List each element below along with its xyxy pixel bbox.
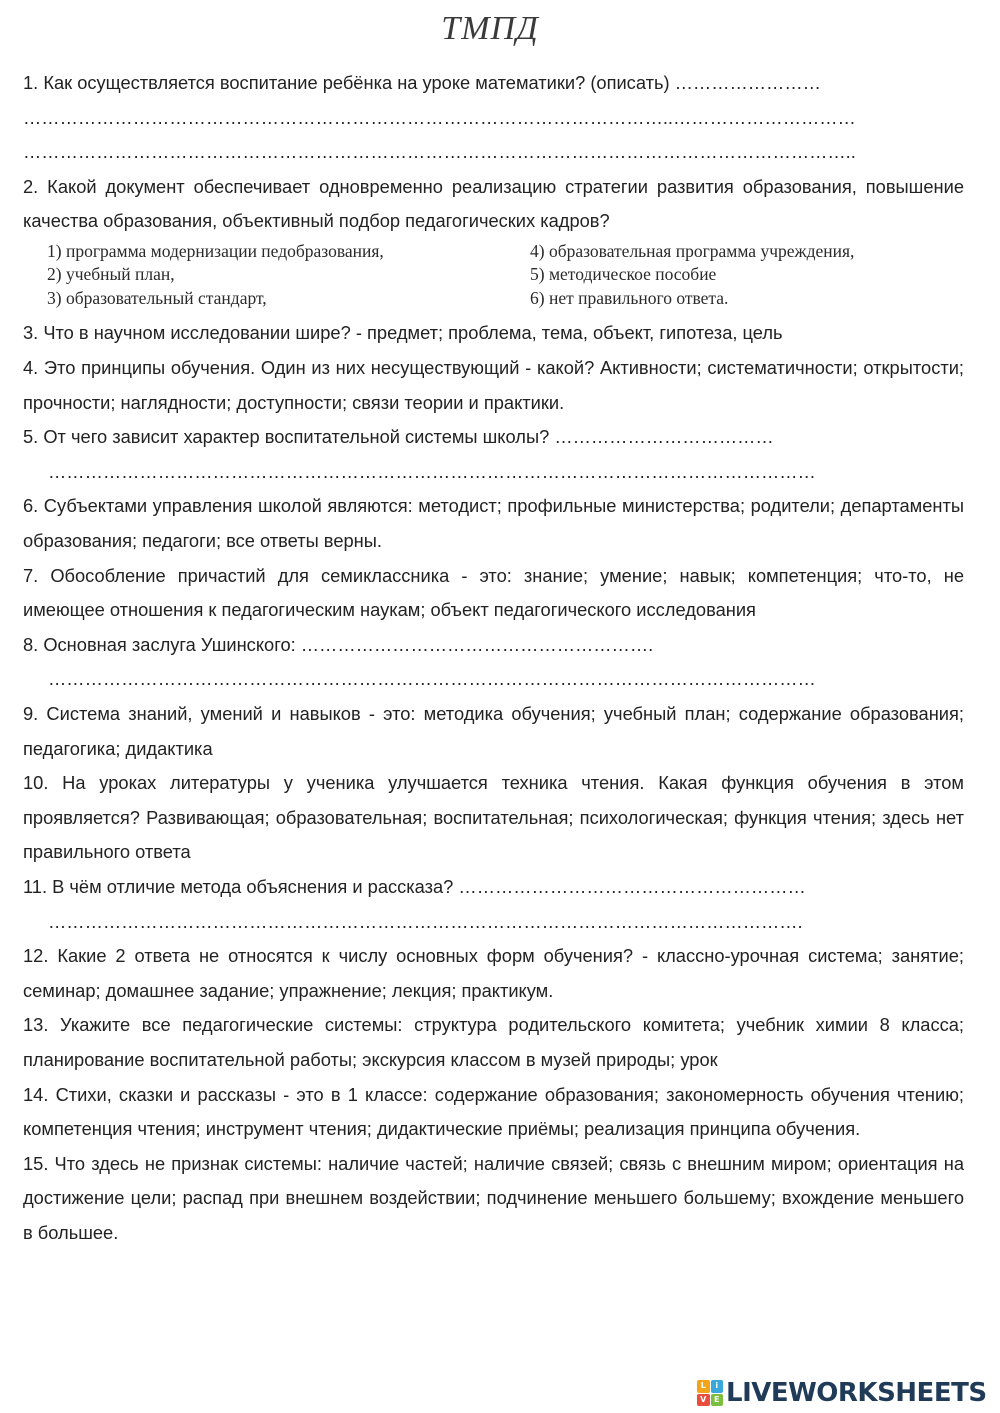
question-15: 15. Что здесь не признак системы: наличие частей; наличие связей; связь с внешним миром; ориентация на достижение цели; распад при внешнем воздействии; подчинение меньшего большему; вхождение меньшего в большее. bbox=[23, 1152, 964, 1243]
question-list bbox=[23, 66, 964, 1251]
question-2: 2. Какой документ обеспечивает одновременно реализацию стратегии развития образования, повышение качества образования, объективный подбор педагогических кадров? bbox=[23, 175, 964, 232]
question-2-options bbox=[23, 240, 964, 311]
question-8: 8. Основная заслуга Ушинского: …………………………………………………. bbox=[23, 633, 654, 655]
options-left-column bbox=[23, 240, 530, 311]
question-3: 3. Что в научном исследовании шире? - предмет; проблема, тема, объект, гипотеза, цель bbox=[23, 322, 783, 344]
question-5: 5. От чего зависит характер воспитательной системы школы? ……………………………… bbox=[23, 426, 774, 448]
question-4: 4. Это принципы обучения. Один из них несуществующий - какой? Активности; систематичности; открытости; прочности; наглядности; доступности; связи теории и практики. bbox=[23, 357, 964, 413]
liveworksheets-logo bbox=[697, 1377, 987, 1409]
logo-block: i bbox=[711, 1380, 724, 1393]
question-9: 9. Система знаний, умений и навыков - это: методика обучения; учебный план; содержание образования; педагогика; дидактика bbox=[23, 703, 964, 759]
option-item: 1) программа модернизации педобразования, bbox=[47, 240, 384, 261]
question-7: 7. Обособление причастий для семиклассника - это: знание; умение; навык; компетенция; что-то, не имеющее отношения к педагогическим наукам; объект педагогического исследования bbox=[23, 564, 964, 621]
option-item: 5) методическое пособие bbox=[530, 264, 717, 285]
logo-blocks-icon bbox=[697, 1380, 723, 1406]
question-13: 13. Укажите все педагогические системы: структура родительского комитета; учебник химии 8 класса; планирование воспитательной работы; экскурсия классом в музей природы; урок bbox=[23, 1014, 964, 1070]
option-item: 6) нет правильного ответа. bbox=[530, 287, 729, 308]
answer-line[interactable]: ……………………………………………………………………………………………..………………………… bbox=[23, 106, 856, 128]
question-12: 12. Какие 2 ответа не относятся к числу основных форм обучения? - классно-урочная система; занятие; семинар; домашнее задание; упражнение; лекция; практикум. bbox=[23, 945, 964, 1001]
question-10: 10. На уроках литературы у ученика улучшается техника чтения. Какая функция обучения в этом проявляется? Развивающая; образовательная; воспитательная; психологическая; функция чтения; здесь нет правильного ответа bbox=[23, 772, 964, 863]
question-11: 11. В чём отличие метода объяснения и рассказа? ………………………………………………… bbox=[23, 875, 806, 897]
logo-block: L bbox=[697, 1380, 710, 1393]
logo-block: V bbox=[697, 1394, 710, 1407]
option-item: 4) образовательная программа учреждения, bbox=[530, 240, 855, 261]
answer-line[interactable]: ……………………………………………………………………………………………………………. bbox=[48, 910, 803, 932]
question-6: 6. Субъектами управления школой являются: методист; профильные министерства; родители; департаменты образования; педагоги; все ответы верны. bbox=[23, 495, 964, 552]
options-right-column bbox=[530, 240, 964, 311]
logo-text: LIVEWORKSHEETS bbox=[726, 1378, 987, 1408]
page-title: ТМПД bbox=[441, 10, 539, 47]
answer-line[interactable]: ……………………………………………………………………………………………………………… bbox=[48, 668, 816, 690]
option-item: 3) образовательный стандарт, bbox=[47, 287, 267, 308]
question-14: 14. Стихи, сказки и рассказы - это в 1 классе: содержание образования; закономерность обучения чтению; компетенция чтения; инструмент чтения; дидактические приёмы; реализация принципа обучения. bbox=[23, 1083, 964, 1140]
question-1: 1. Как осуществляется воспитание ребёнка на уроке математики? (описать) …………………… bbox=[23, 72, 821, 93]
option-item: 2) учебный план, bbox=[47, 264, 175, 285]
answer-line[interactable]: ……………………………………………………………………………………………………………… bbox=[48, 460, 816, 482]
logo-block: E bbox=[711, 1394, 724, 1407]
answer-line[interactable]: ……………………………………………………………………………………………………………………….. bbox=[23, 141, 856, 163]
